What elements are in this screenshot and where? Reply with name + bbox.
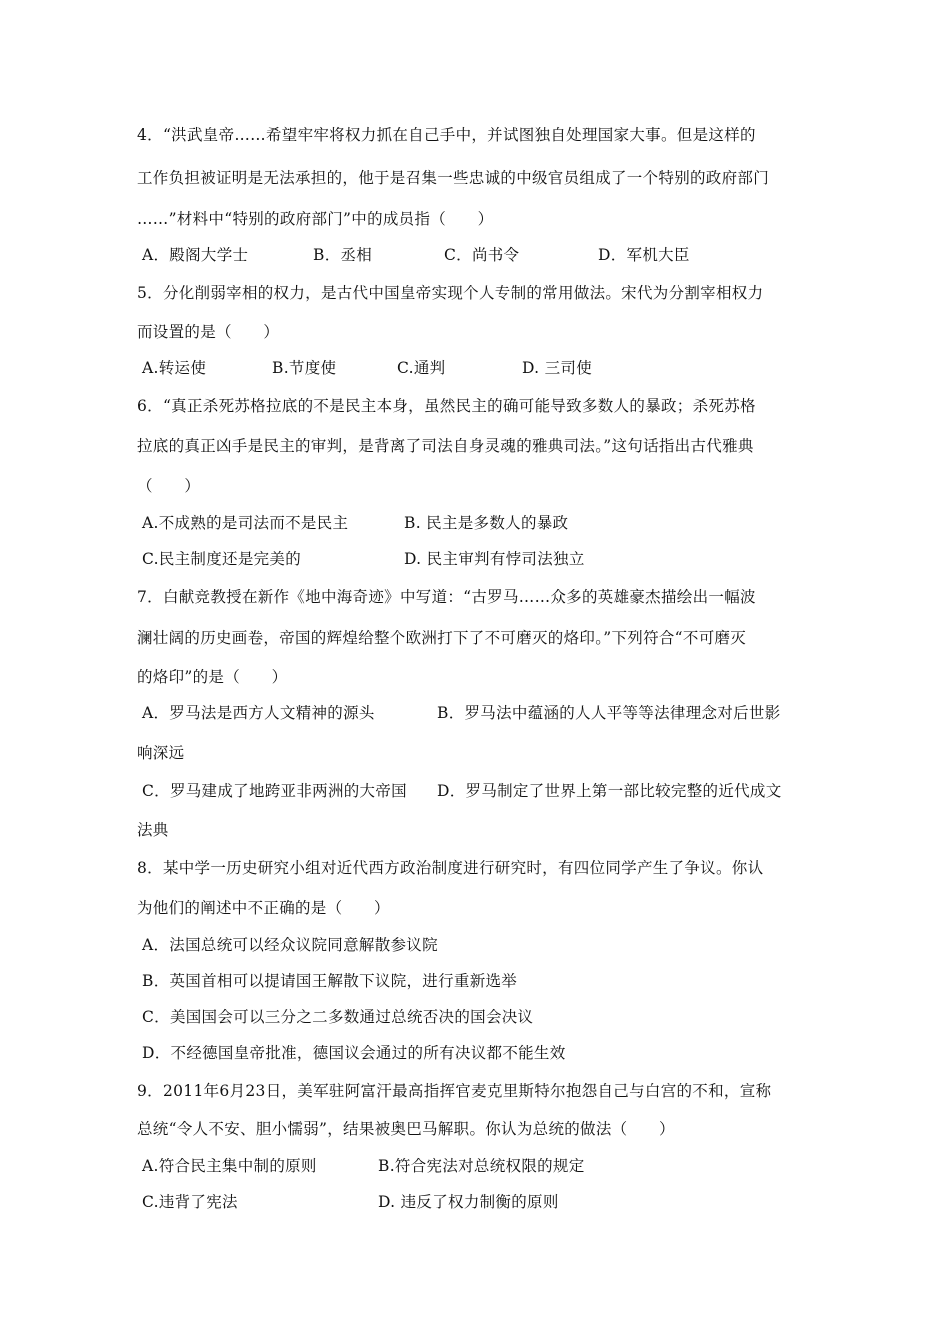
question-8-option-c: C．美国国会可以三分之二多数通过总统否决的国会决议	[142, 1008, 534, 1026]
question-9-stem-line-1: 9．2011年6月23日，美军驻阿富汗最高指挥官麦克里斯特尔抱怨自己与白宫的不和，宣称	[137, 1082, 772, 1100]
question-4-option-a: A．殿阁大学士	[142, 246, 249, 264]
question-7-stem-line-2: 澜壮阔的历史画卷，帝国的辉煌给整个欧洲打下了不可磨灭的烙印。”下列符合“不可磨灭	[137, 629, 747, 647]
question-4-option-d: D．军机大臣	[598, 246, 690, 264]
question-6-option-d: D. 民主审判有悖司法独立	[404, 550, 585, 568]
question-7-option-c: C．罗马建成了地跨亚非两洲的大帝国	[142, 782, 407, 800]
question-6-stem-line-1: 6．“真正杀死苏格拉底的不是民主本身，虽然民主的确可能导致多数人的暴政；杀死苏格	[137, 397, 756, 415]
question-5-stem-line-2: 而设置的是（ ）	[137, 323, 280, 341]
question-6-stem-line-2: 拉底的真正凶手是民主的审判，是背离了司法自身灵魂的雅典司法。”这句话指出古代雅典	[137, 437, 754, 455]
question-8-option-d: D．不经德国皇帝批准，德国议会通过的所有决议都不能生效	[142, 1044, 566, 1062]
question-4-stem-line-3: ……”材料中“特别的政府部门”中的成员指（ ）	[137, 210, 494, 228]
question-5-option-a: A.转运使	[142, 359, 207, 377]
question-6-option-b: B. 民主是多数人的暴政	[404, 514, 569, 532]
question-8-stem-line-2: 为他们的阐述中不正确的是（ ）	[137, 899, 390, 917]
question-5-stem-line-1: 5．分化削弱宰相的权力，是古代中国皇帝实现个人专制的常用做法。宋代为分割宰相权力	[137, 284, 764, 302]
question-4-stem-line-1: 4．“洪武皇帝……希望牢牢将权力抓在自己手中，并试图独自处理国家大事。但是这样的	[137, 126, 756, 144]
question-9-option-a: A.符合民主集中制的原则	[142, 1157, 317, 1175]
question-9-option-c: C.违背了宪法	[142, 1193, 238, 1211]
question-7-option-b: B．罗马法中蕴涵的人人平等等法律理念对后世影	[437, 704, 781, 722]
question-6-stem-line-3: （ ）	[137, 477, 201, 495]
question-8-option-a: A．法国总统可以经众议院同意解散参议院	[142, 936, 438, 954]
question-9-option-b: B.符合宪法对总统权限的规定	[378, 1157, 585, 1175]
question-7-option-d-continued: 法典	[137, 821, 169, 839]
question-8-stem-line-1: 8．某中学一历史研究小组对近代西方政治制度进行研究时，有四位同学产生了争议。你认	[137, 859, 764, 877]
question-7-option-a: A．罗马法是西方人文精神的源头	[142, 704, 375, 722]
question-9-option-d: D. 违反了权力制衡的原则	[378, 1193, 559, 1211]
question-5-option-c: C.通判	[397, 359, 446, 377]
question-5-option-b: B.节度使	[272, 359, 337, 377]
question-6-option-c: C.民主制度还是完美的	[142, 550, 302, 568]
question-4-option-c: C．尚书令	[444, 246, 520, 264]
question-4-option-b: B．丞相	[313, 246, 373, 264]
question-9-stem-line-2: 总统“令人不安、胆小懦弱”，结果被奥巴马解职。你认为总统的做法（ ）	[137, 1120, 675, 1138]
question-7-option-d: D．罗马制定了世界上第一部比较完整的近代成文	[437, 782, 782, 800]
question-7-stem-line-1: 7．白献竞教授在新作《地中海奇迹》中写道：“古罗马……众多的英雄豪杰描绘出一幅波	[137, 588, 756, 606]
question-7-stem-line-3: 的烙印”的是（ ）	[137, 668, 288, 686]
question-7-option-b-continued: 响深远	[137, 744, 185, 762]
question-6-option-a: A.不成熟的是司法而不是民主	[142, 514, 349, 532]
question-4-stem-line-2: 工作负担被证明是无法承担的，他于是召集一些忠诚的中级官员组成了一个特别的政府部门	[137, 169, 770, 187]
question-8-option-b: B．英国首相可以提请国王解散下议院，进行重新选举	[142, 972, 518, 990]
question-5-option-d: D. 三司使	[522, 359, 593, 377]
